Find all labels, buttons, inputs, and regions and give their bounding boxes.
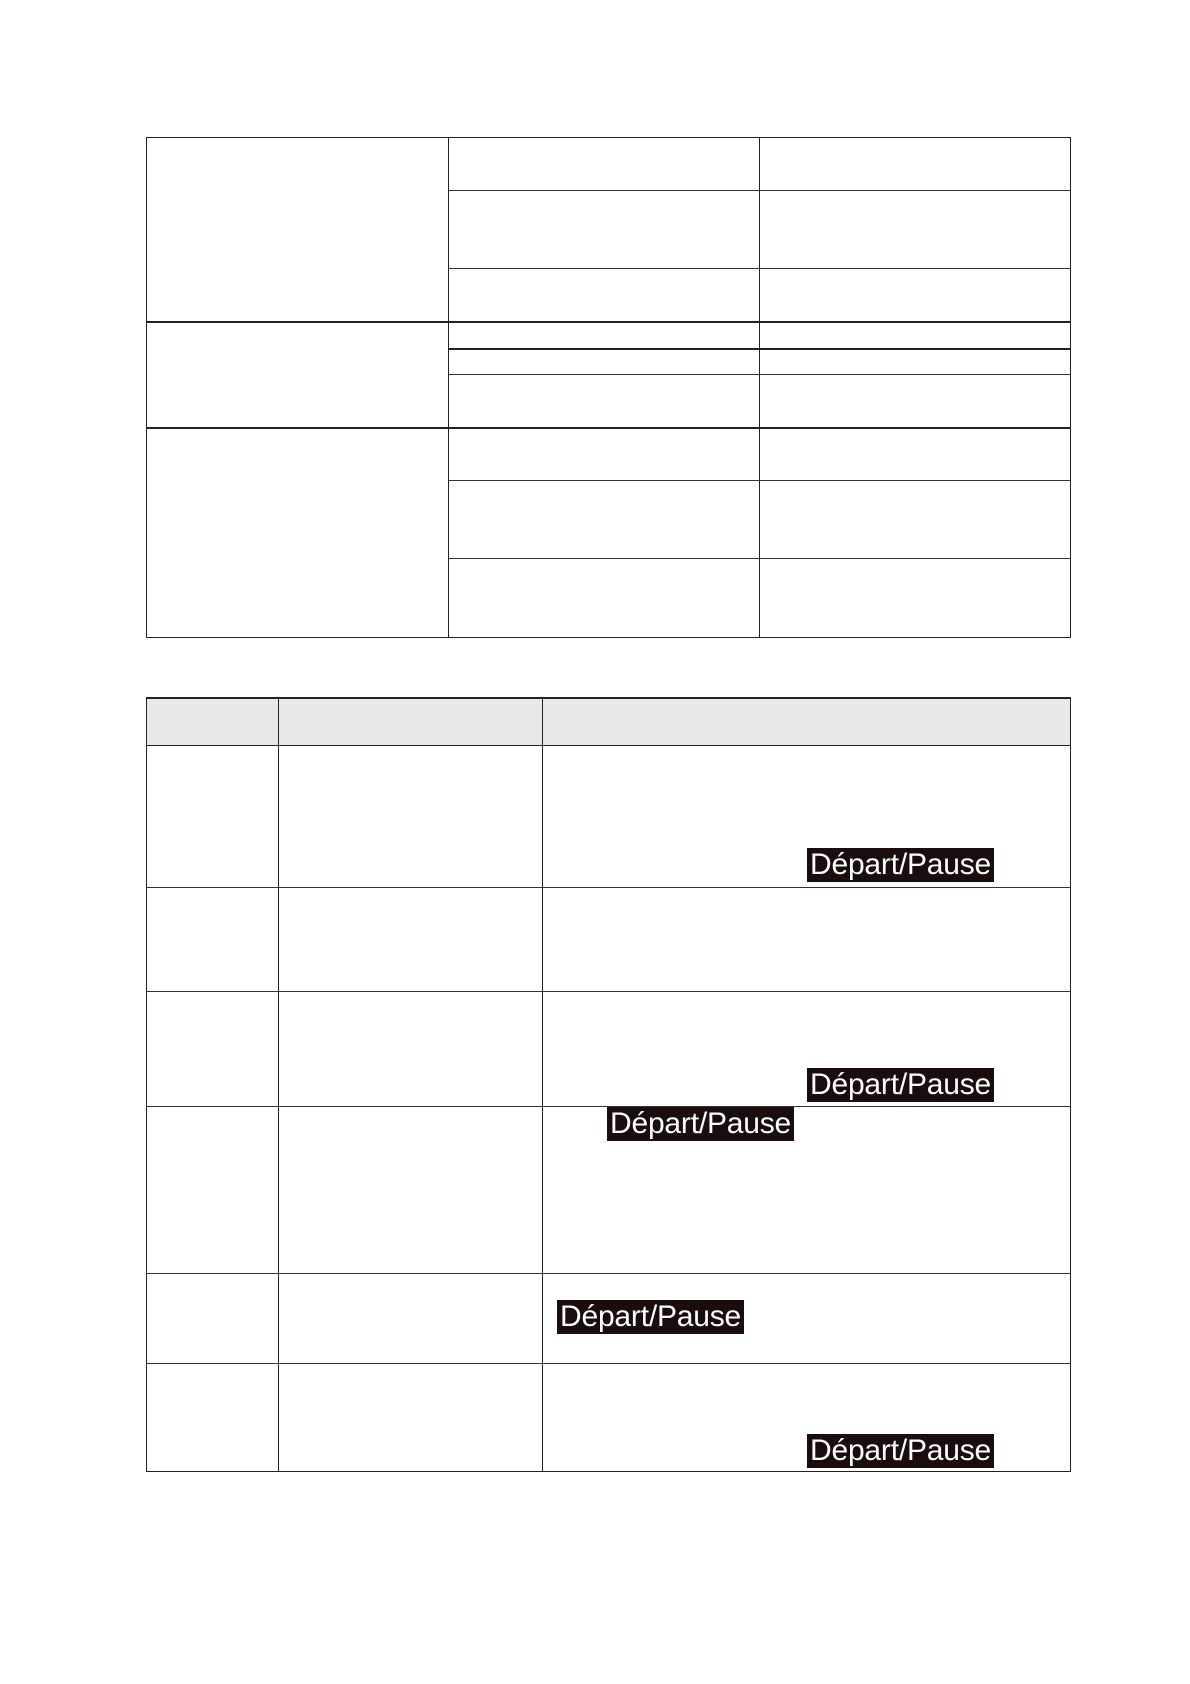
table-1-group-separator-2 [146, 427, 1071, 429]
depart-pause-key-label: Départ/Pause [607, 1107, 794, 1141]
table-2-row-separator [146, 1363, 1071, 1364]
table-2-col-divider-2 [542, 697, 543, 1472]
table-1-left-border [146, 137, 147, 638]
table-1-col-divider-1 [448, 137, 449, 638]
table-1-row-separator [448, 480, 1071, 481]
table-2-bottom-border [146, 1471, 1071, 1472]
depart-pause-key-label: Départ/Pause [557, 1300, 744, 1334]
table-1-group-separator-1 [146, 321, 1071, 323]
table-1-row-separator [448, 268, 1071, 269]
table-1-row-separator [448, 374, 1071, 375]
table-1-row-separator [448, 558, 1071, 559]
table-2-header-separator [146, 745, 1071, 746]
table-2-right-border [1070, 697, 1071, 1472]
table-2-header-row [147, 698, 1070, 745]
table-1-right-border [1070, 137, 1071, 638]
table-1-top-border [146, 137, 1071, 138]
depart-pause-key-label: Départ/Pause [807, 1068, 994, 1102]
table-2-left-border [146, 697, 147, 1472]
table-1-col-divider-2 [759, 137, 760, 638]
table-2-row-separator [146, 1273, 1071, 1274]
table-2-row-separator [146, 991, 1071, 992]
depart-pause-key-label: Départ/Pause [807, 848, 994, 882]
table-2-col-divider-1 [278, 697, 279, 1472]
table-1-row-separator [448, 190, 1071, 191]
table-1-bottom-border [146, 637, 1071, 638]
table-2-row-separator [146, 887, 1071, 888]
table-1-row-separator [448, 348, 1071, 350]
table-2-top-border [146, 697, 1071, 699]
depart-pause-key-label: Départ/Pause [807, 1434, 994, 1468]
